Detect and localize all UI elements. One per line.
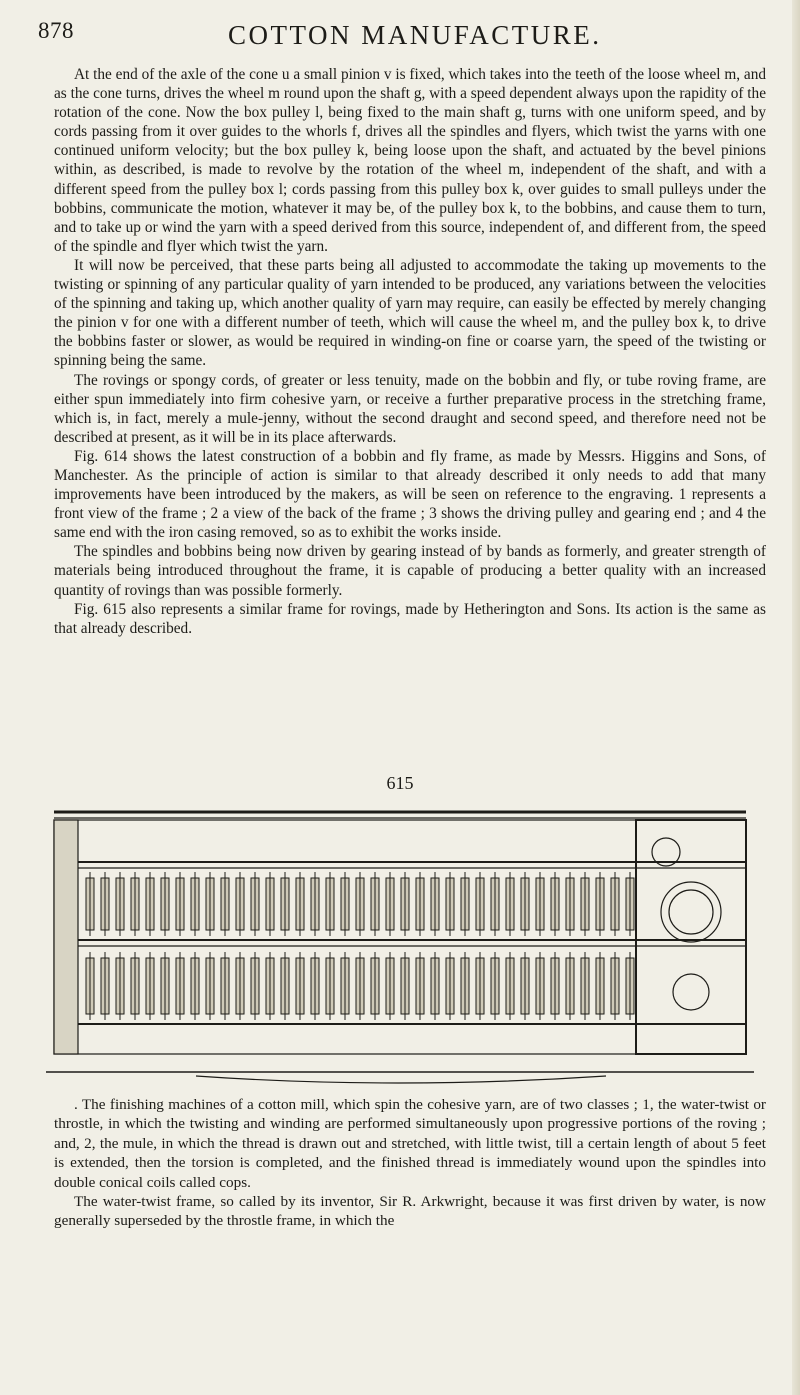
paragraph: The water-twist frame, so called by its inventor, Sir R. Arkwright, because it was first driven by water, is now generally superseded by the throstle frame, in which the bbox=[54, 1193, 766, 1230]
page-header bbox=[38, 18, 768, 54]
body-text-bottom bbox=[54, 1095, 766, 1231]
paragraph: . The finishing machines of a cotton mill, which spin the cohesive yarn, are of two classes ; 1, the water-twist or throstle, in which the twisting and winding are performed simultaneously upon progressive portions of the roving ; and, 2, the mule, in which the thread is drawn out and stretched, with little twist, till a certain length of about 5 feet is extended, then the torsion is completed, and the finished thread is immediately wound upon the spindles into double conical coils called cops. bbox=[54, 1096, 766, 1191]
figure-number: 615 bbox=[386, 773, 414, 793]
page-edge bbox=[792, 0, 800, 1395]
body-text-top bbox=[54, 65, 766, 638]
paragraph: At the end of the axle of the cone u a small pinion v is fixed, which takes into the teeth of the loose wheel m, and as the cone turns, drives the wheel m round upon the shaft g, with a speed dependent always upon the rapidity of the rotation of the cone. Now the box pulley l, being fixed to the main shaft g, turns with one uniform speed, and by cords passing from it over guides to the whorls f, drives all the spindles and flyers, which twist the yarns with one continued uniform velocity; but the box pulley k, being loose upon the shaft, and actuated by the bevel pinions within, as described, is made to revolve by the rotation of the wheel m, independent of the shaft, and with a different speed from the pulley box l; cords passing from this pulley box k, over guides to small pulleys under the bobbins, communicate the motion, whatever it may be, of the pulley box k, to the bobbins, and cause them to turn, and to take up or wind the yarn with a speed derived from this source, independent of, and different from, the speed of the spindle and flyer which twist the yarn. bbox=[54, 66, 766, 255]
page-number: 878 bbox=[38, 18, 74, 43]
paragraph: Fig. 615 also represents a similar frame for rovings, made by Hetherington and Sons. Its action is the same as that already described. bbox=[54, 600, 766, 637]
paragraph: Fig. 614 shows the latest construction of a bobbin and fly frame, as made by Messrs. Higgins and Sons, of Manchester. As the principle of action is similar to that already described it only needs to add that many improvements have been introduced by the makers, as will be seen on reference to the engraving. 1 represents a front view of the frame ; 2 a view of the back of the frame ; 3 shows the driving pulley and gearing end ; and 4 the same end with the iron casing removed, so as to exhibit the works inside. bbox=[54, 447, 766, 542]
figure-roving-frame bbox=[46, 792, 754, 1084]
paragraph: It will now be perceived, that these parts being all adjusted to accommodate the taking up movements to the twisting or spinning of any particular quality of yarn intended to be produced, any variations between the velocities of the spinning and taking up, which another quality of yarn may require, can easily be effected by merely changing the pinion v for one with a different number of teeth, which will cause the wheel m, and the pulley box k, to drive the bobbins faster or slower, as would be required in winding-on fine or coarse yarn, the speed of the twisting or spinning being the same. bbox=[54, 256, 766, 370]
running-title: COTTON MANUFACTURE. bbox=[228, 20, 602, 50]
paragraph: The rovings or spongy cords, of greater or less tenuity, made on the bobbin and fly, or tube roving frame, are either spun immediately into firm cohesive yarn, or receive a further preparative process in the stretching frame, which is, in fact, merely a mule-jenny, without the second draught and second speed, and therefore need not be described at present, as it will be in its place afterwards. bbox=[54, 371, 766, 446]
roving-frame-illustration bbox=[46, 792, 754, 1084]
paragraph: The spindles and bobbins being now driven by gearing instead of by bands as formerly, and greater strength of materials being introduced throughout the frame, it is capable of producing a better quality with an increased quantity of rovings than was possible formerly. bbox=[54, 543, 766, 599]
